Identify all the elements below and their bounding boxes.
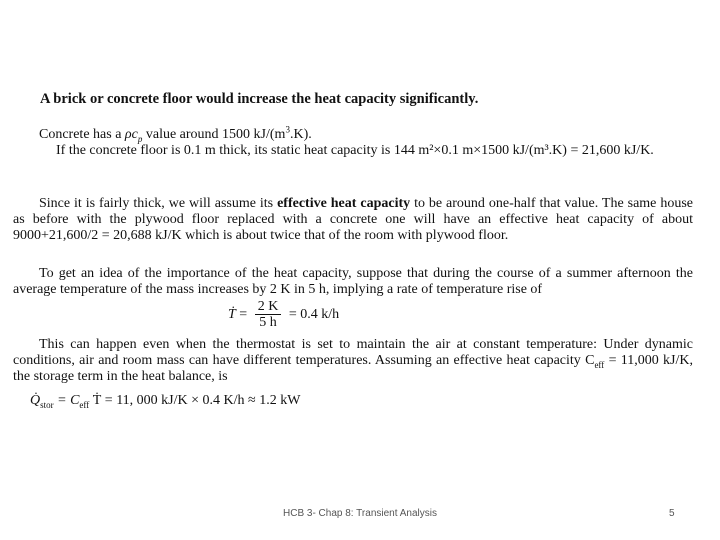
rate-numerator: 2 K: [255, 300, 282, 315]
importance-text: To get an idea of the importance of the heat capacity, suppose that during the course of a summer afternoon the average temperature of the mass increases by 2 K in 5 h, implying a rate of temperature rise of: [13, 266, 693, 297]
footer-title: HCB 3- Chap 8: Transient Analysis: [283, 508, 437, 519]
concrete-intro: [39, 124, 312, 144]
slide-heading: [40, 91, 478, 107]
thermostat-subscript: eff: [594, 359, 605, 370]
page-number: 5: [669, 508, 675, 519]
rho-cp-subscript: p: [137, 133, 143, 144]
thermostat-paragraph: [13, 337, 693, 385]
effective-capacity-paragraph: [13, 196, 693, 244]
intro-superscript: 3: [285, 124, 290, 135]
rate-rhs: = 0.4 k/h: [288, 307, 340, 323]
rho-cp-symbol: ρc: [124, 127, 138, 142]
thermostat-tail: = 11,000 kJ/K, the storage term in the heat balance, is: [13, 353, 693, 384]
storage-rhs: Ṫ = 11, 000 kJ/K × 0.4 K/h ≈ 1.2 kW: [89, 393, 301, 408]
storage-equation: [30, 393, 300, 409]
rate-denominator: 5 h: [259, 315, 277, 330]
thermostat-text: This can happen even when the thermostat is set to maintain the air at constant temperature: Under dynamic conditions, air and room mass can have different temperatures. Assuming an effective heat capacity C: [13, 337, 693, 368]
storage-lhs-sub: stor: [40, 399, 54, 410]
storage-mid-sub: eff: [79, 399, 90, 410]
importance-paragraph: [13, 266, 693, 298]
intro-middle: value around 1500 kJ/(m: [142, 127, 286, 142]
effective-bold: effective heat capacity: [277, 196, 411, 211]
storage-mid: = C: [53, 393, 80, 408]
effective-after: to be around one-half that value. The same house as before with the plywood floor replaced with a concrete one will have an effective heat capacity of about 9000+21,600/2 = 20,688 kJ/K which is about twice that of the room with plywood floor.: [13, 196, 693, 243]
heading-text: A brick or concrete floor would increase the heat capacity significantly.: [40, 91, 479, 107]
static-capacity-text: [56, 143, 696, 159]
storage-lhs: Q̇: [30, 393, 41, 408]
intro-prefix: Concrete has a: [39, 127, 125, 142]
static-calc: If the concrete floor is 0.1 m thick, its static heat capacity is 144 m²×0.1 m×1500 kJ/(m³.K) = 21,600 kJ/K.: [56, 143, 654, 158]
intro-suffix: .K).: [289, 127, 312, 142]
rate-equation: Ṫ = $\frac{2 K}{5 h}$ = 0.4 k/h: [228, 299, 340, 330]
rate-fraction: [255, 300, 282, 330]
rate-lhs: Ṫ: [228, 307, 236, 323]
effective-before: Since it is fairly thick, we will assume its: [39, 196, 278, 211]
